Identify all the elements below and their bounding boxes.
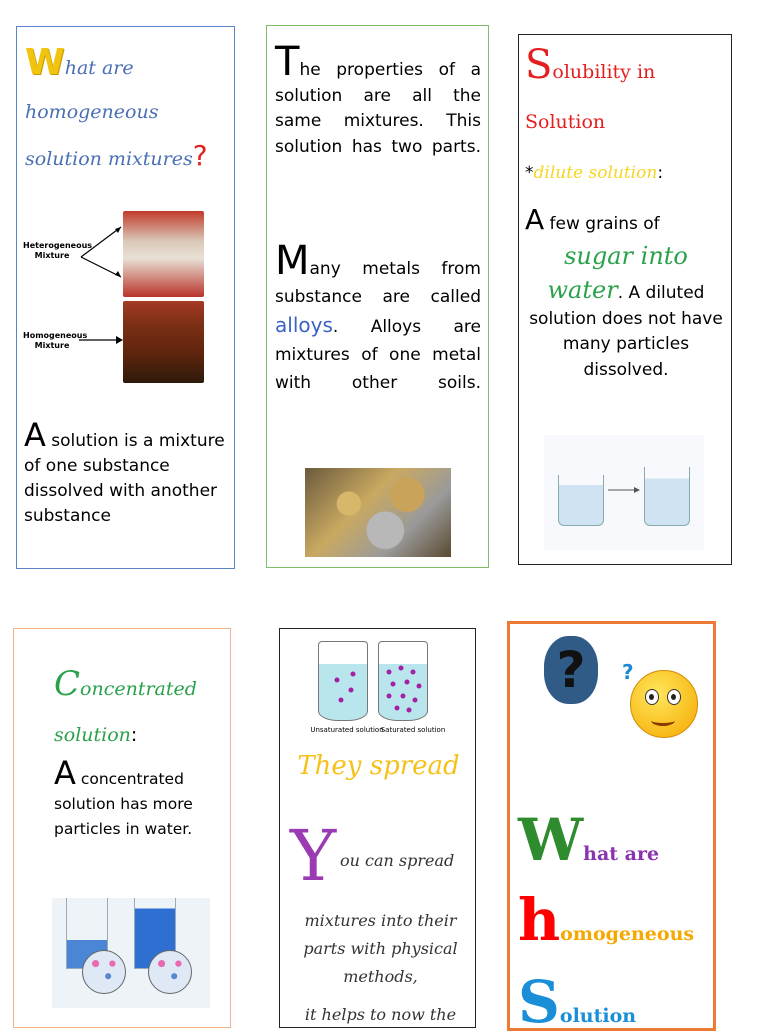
dilute-label: dilute solution [533,163,658,183]
title-text: olubility in [552,61,656,83]
dilute-suffix: : [657,163,664,183]
solute-dots [379,642,427,720]
title-initial: C [54,664,81,704]
line-homogeneous [518,886,694,954]
concentration-diagram [52,898,210,1008]
card-homogeneous-question [16,26,235,569]
l1-text: hat are [583,843,660,865]
card3-body [525,203,727,383]
title-colon: : [130,724,138,746]
card4-title [54,661,224,758]
title-line3: solution mixtures [25,148,193,170]
title-line2: homogeneous [25,101,159,123]
y-line: ou can spread [340,851,455,870]
card5-paragraph2: it helps to now the [304,1005,457,1024]
question-illustration [530,630,698,754]
saturated-cylinder [378,641,428,721]
dilute-heading [525,163,663,183]
card-solution-properties [266,25,489,568]
they-spread-heading: They spread [297,751,460,781]
p2-text-a: any metals from substance are called [275,259,481,307]
label-unsaturated: Unsaturated solution [310,726,384,734]
body-text: concentrated solution has more particles in water. [54,770,193,838]
sugar-into: sugar into [564,241,688,270]
label-saturated: Saturated solution [380,726,446,734]
title-line2: Solution [525,111,606,133]
card2-paragraph2 [275,238,481,397]
question-mark: ? [192,139,208,172]
l2-initial: h [518,886,561,954]
body-initial: A [24,416,46,454]
solute-dots [319,642,367,720]
title-initial: W [25,42,65,83]
metals-photo [305,468,451,557]
arrow-diagram [77,213,125,283]
body-text-a: few grains of [544,214,660,234]
sugar-line [525,241,727,273]
card5-paragraph: mixtures into their parts with physical methods, [303,911,458,986]
body-text-b: . A diluted solution does not have many particles dissolved. [529,283,723,380]
particle-circle-right [148,950,192,994]
title-line2: solution [54,724,131,746]
alloys-word: alloys [275,313,333,337]
card-concentrated [13,628,231,1028]
body-initial: A [54,754,76,792]
heterogeneous-glass-photo [123,211,204,297]
l3-text: olution [559,1005,637,1027]
l1-initial: W [518,806,584,874]
beaker-after [644,467,690,526]
big-initial-y: Y [290,815,337,897]
question-mark-icon: ? [544,636,598,704]
title-line1: hat are [64,57,134,79]
eye-right [667,689,681,705]
card-what-are-homogeneous [507,621,716,1031]
homogeneous-glass-photo [123,301,204,383]
eye-left [645,689,659,705]
card-they-spread [279,628,476,1028]
thinking-smiley-icon [630,670,698,738]
card4-body [54,754,229,842]
l3-initial: S [518,968,560,1031]
card1-body [24,416,229,529]
title-initial: S [525,42,553,88]
l2-text: omogeneous [560,923,695,945]
arrow-right-icon [77,332,125,348]
line-what-are [518,806,659,874]
line-solution [518,968,636,1031]
card1-title [25,41,230,181]
dilution-diagram [544,435,704,550]
small-question-icon: ? [622,660,634,684]
mouth [651,715,675,726]
water-line [525,278,727,383]
saturation-diagram [302,635,462,739]
label-heterogeneous: Heterogeneous Mixture [23,241,93,260]
unsaturated-cylinder [318,641,368,721]
few-grains-line [525,203,727,238]
particle-circle-left [82,950,126,994]
water-word: water [547,276,618,304]
beaker-before [558,475,604,526]
p1-text: he properties of a solution are all the same mixtures. This solution has two parts. [275,60,481,157]
arrow-right-icon [606,485,642,495]
body-text: solution is a mixture of one substance dissolved with another substance [24,431,225,526]
card2-paragraph1 [275,39,481,160]
card-solubility [518,34,732,565]
body-initial: A [525,203,545,236]
dilute-prefix: * [525,163,534,183]
card3-title [525,42,725,147]
p1-initial: T [275,39,300,85]
p2-text-b: . Alloys are mixtures of one metal with other soils. [275,317,481,393]
p2-initial: M [275,238,310,284]
title-text: oncentrated [80,678,197,700]
label-homogeneous: Homogeneous Mixture [23,331,88,350]
